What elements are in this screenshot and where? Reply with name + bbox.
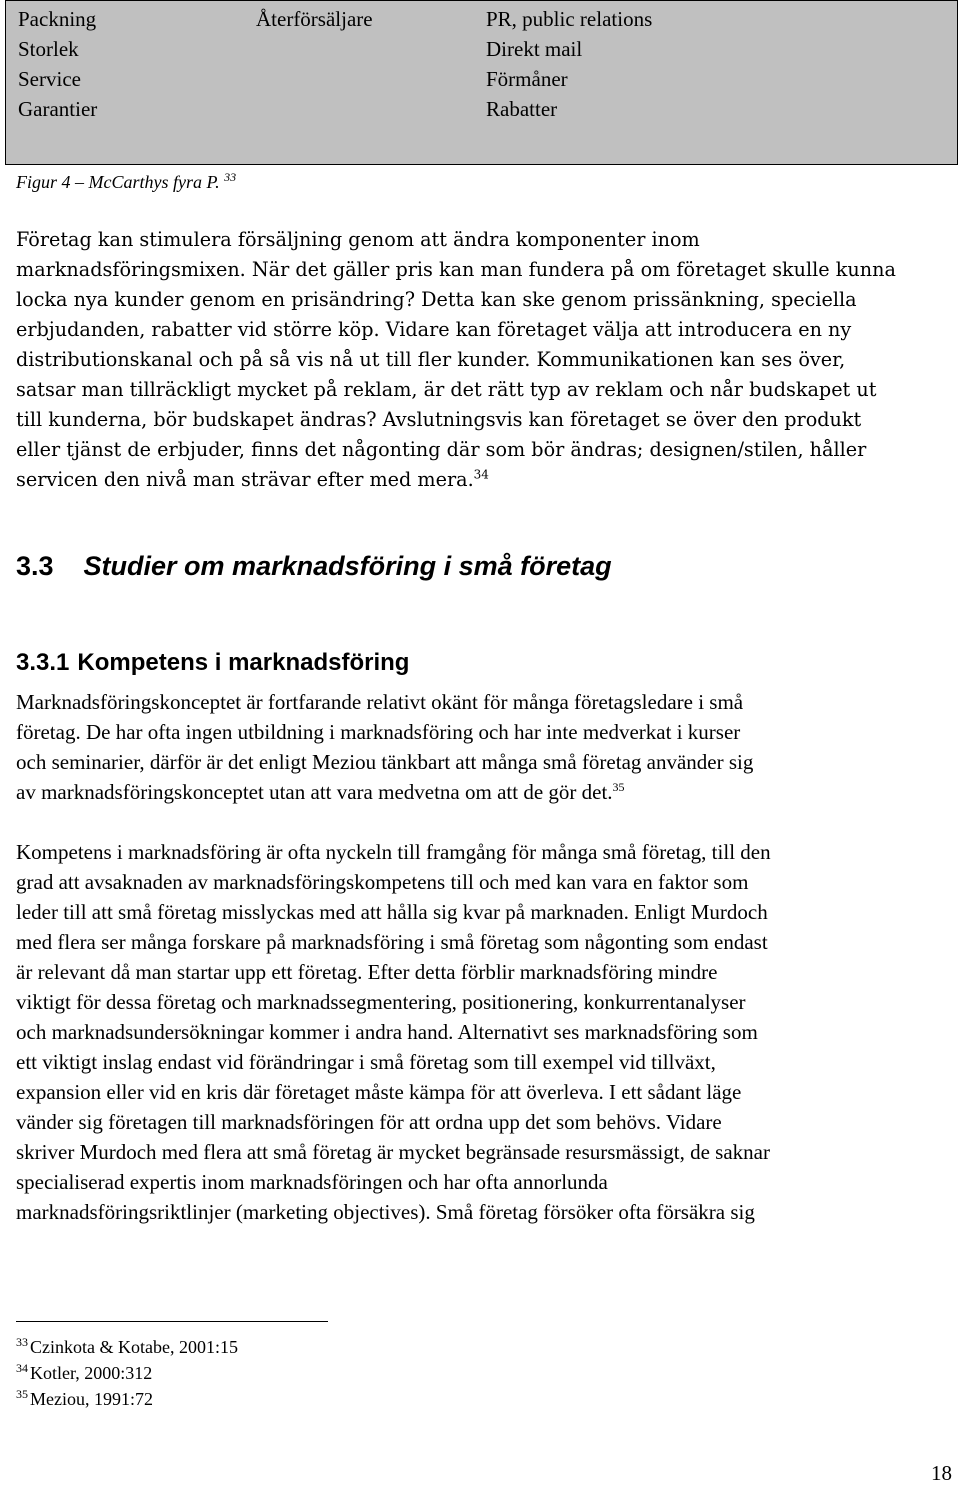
section-title: Studier om marknadsföring i små företag <box>83 551 612 581</box>
text-line: grad att avsaknaden av marknadsföringskompetens till och med kan vara en faktor som <box>16 870 749 894</box>
footnote-text: Czinkota & Kotabe, 2001:15 <box>30 1337 238 1357</box>
text-line-content: servicen den nivå man strävar efter med mera. <box>16 468 474 491</box>
footnote-number: 34 <box>16 1361 28 1375</box>
footnote-divider <box>16 1321 328 1322</box>
figure-column-place <box>256 4 373 34</box>
footnote-number: 33 <box>16 1335 28 1349</box>
text-line <box>16 777 956 807</box>
paragraph-competence-intro <box>16 687 956 807</box>
footnote-text: Meziou, 1991:72 <box>30 1389 153 1409</box>
footnote-ref: 34 <box>473 467 489 482</box>
text-line <box>16 465 956 495</box>
text-line: och seminarier, därför är det enligt Meziou tänkbart att många små företag använder sig <box>16 750 754 774</box>
footnote <box>16 1386 238 1412</box>
text-line: specialiserad expertis inom marknadsföringen och har ofta annorlunda <box>16 1170 608 1194</box>
figure-box <box>5 0 958 165</box>
text-line: är relevant då man startar upp ett företag. Efter detta förblir marknadsföring mindre <box>16 960 718 984</box>
page-number: 18 <box>931 1461 952 1485</box>
footnote-number: 35 <box>16 1387 28 1401</box>
text-line: och marknadsundersökningar kommer i andra hand. Alternativt ses marknadsföring som <box>16 1020 758 1044</box>
figure-item: Service <box>18 67 81 91</box>
text-line: Företag kan stimulera försäljning genom att ändra komponenter inom <box>16 228 700 251</box>
text-line: viktigt för dessa företag och marknadssegmentering, positionering, konkurrentanalyser <box>16 990 746 1014</box>
subsection-heading <box>16 647 409 679</box>
footnotes <box>16 1334 238 1412</box>
text-line: expansion eller vid en kris där företaget måste kämpa för att överleva. I ett sådant läge <box>16 1080 742 1104</box>
footnote-text: Kotler, 2000:312 <box>30 1363 153 1383</box>
text-line: ett viktigt inslag endast vid förändringar i små företag som till exempel vid tillväxt, <box>16 1050 716 1074</box>
text-line: distributionskanal och på så vis nå ut till fler kunder. Kommunikationen kan ses över, <box>16 348 846 371</box>
figure-caption <box>16 170 236 194</box>
figure-item: Garantier <box>18 97 98 121</box>
text-line: marknadsföringsmixen. När det gäller pris kan man fundera på om företaget skulle kunna <box>16 258 896 281</box>
text-line: företag. De har ofta ingen utbildning i marknadsföring och har inte medverkat i kurser <box>16 720 741 744</box>
subsection-number: 3.3.1 <box>16 649 70 676</box>
text-line: leder till att små företag misslyckas med att hålla sig kvar på marknaden. Enligt Murdoch <box>16 900 768 924</box>
section-number: 3.3 <box>16 551 54 581</box>
footnote-ref: 33 <box>224 170 237 184</box>
figure-item: Packning <box>18 7 97 31</box>
figure-column-promotion <box>486 4 652 124</box>
figure-item: Återförsäljare <box>256 7 373 31</box>
text-line: Kompetens i marknadsföring är ofta nyckeln till framgång för många små företag, till den <box>16 840 771 864</box>
figure-item: Rabatter <box>486 97 558 121</box>
text-line: eller tjänst de erbjuder, finns det någonting där som bör ändras; designen/stilen, håller <box>16 438 867 461</box>
footnote <box>16 1334 238 1360</box>
text-line: till kunderna, bör budskapet ändras? Avslutningsvis kan företaget se över den produkt <box>16 408 862 431</box>
paragraph-marketing-mix <box>16 225 956 495</box>
text-line: vänder sig företagen till marknadsföringen för att ordna upp det som behövs. Vidare <box>16 1110 722 1134</box>
footnote <box>16 1360 238 1386</box>
paragraph-competence-key <box>16 837 956 1227</box>
text-line: Marknadsföringskonceptet är fortfarande relativt okänt för många företagsledare i små <box>16 690 744 714</box>
footnote-ref: 35 <box>612 780 625 794</box>
figure-item: Förmåner <box>486 67 568 91</box>
text-line: marknadsföringsriktlinjer (marketing objectives). Små företag försöker ofta försäkra sig <box>16 1200 755 1224</box>
figure-item: Storlek <box>18 37 79 61</box>
figure-item: Direkt mail <box>486 37 583 61</box>
text-line: skriver Murdoch med flera att små företag är mycket begränsade resursmässigt, de saknar <box>16 1140 770 1164</box>
section-heading <box>16 548 612 584</box>
text-line: med flera ser många forskare på marknadsföring i små företag som någonting som endast <box>16 930 768 954</box>
text-line: locka nya kunder genom en prisändring? Detta kan ske genom prissänkning, speciella <box>16 288 857 311</box>
figure-caption-text: Figur 4 – McCarthys fyra P. <box>16 172 220 192</box>
figure-item: PR, public relations <box>486 7 653 31</box>
text-line: satsar man tillräckligt mycket på reklam, är det rätt typ av reklam och når budskapet ut <box>16 378 877 401</box>
figure-column-product <box>18 4 97 124</box>
text-line: erbjudanden, rabatter vid större köp. Vidare kan företaget välja att introducera en ny <box>16 318 852 341</box>
text-line-content: av marknadsföringskonceptet utan att vara medvetna om att de gör det. <box>16 780 613 804</box>
subsection-title: Kompetens i marknadsföring <box>77 649 410 676</box>
